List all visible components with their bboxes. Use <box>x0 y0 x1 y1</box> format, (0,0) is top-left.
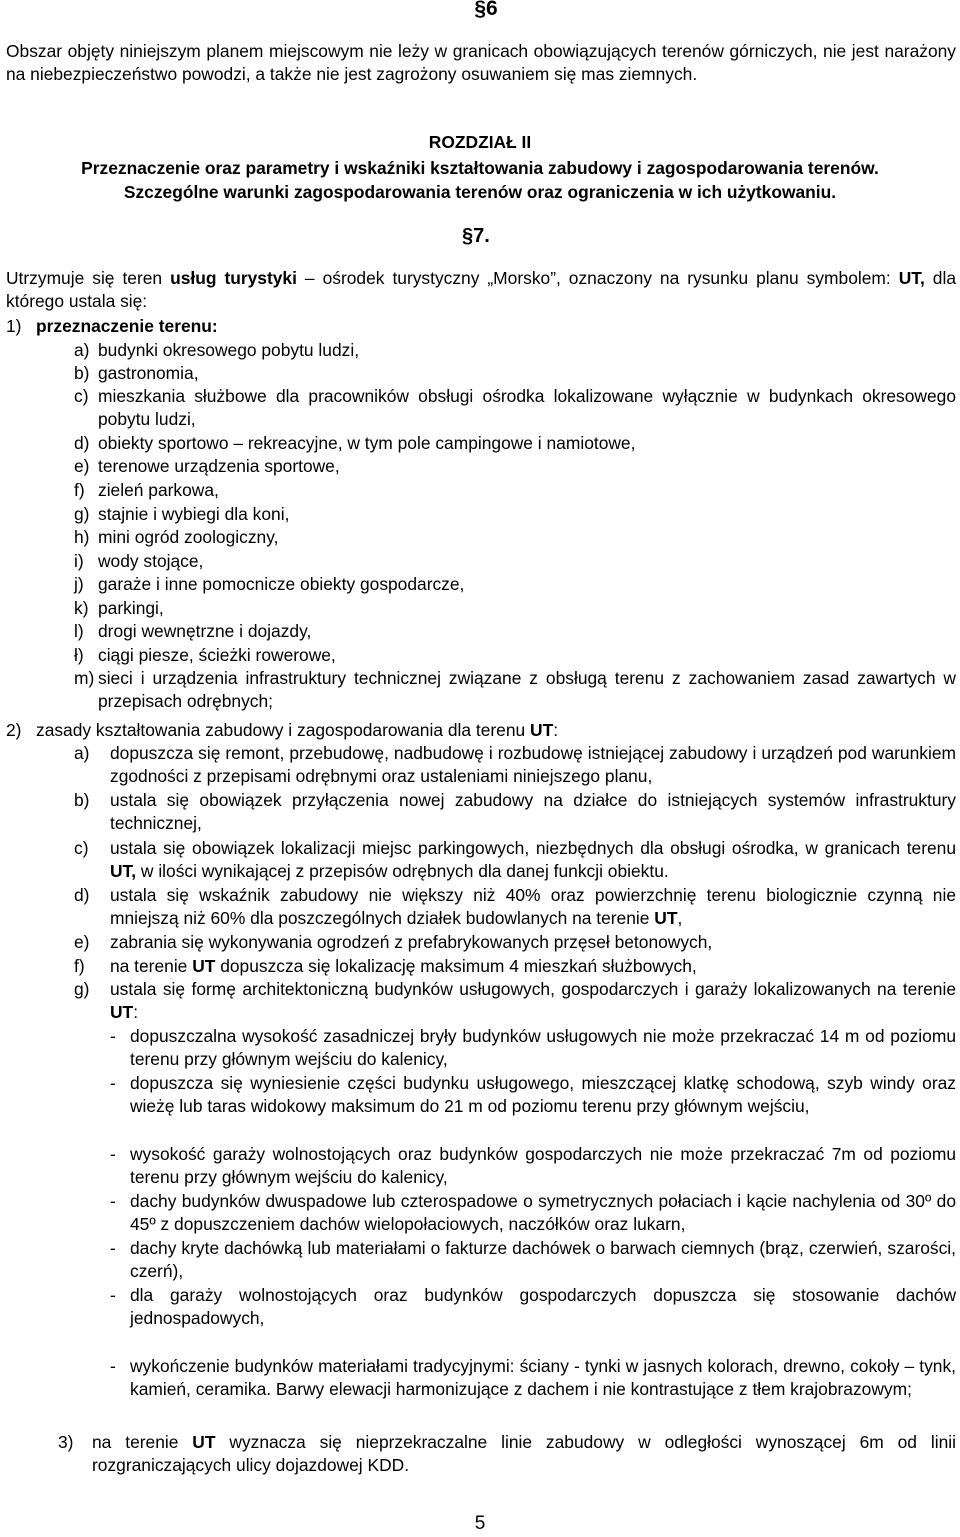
item-1-list-text: gastronomia, <box>98 363 199 383</box>
item-2-list-marker: g) <box>74 979 90 999</box>
item-2-list-text <box>110 978 956 1025</box>
item-1-list-marker: ł) <box>74 645 84 665</box>
item-2-list-text <box>110 884 956 931</box>
item-2-list-marker: b) <box>74 790 90 810</box>
item-2-list-marker: d) <box>74 885 90 905</box>
dash-marker: - <box>110 1073 116 1093</box>
section-6-paragraph: Obszar objęty niniejszym planem miejscowym nie leży w granicach obowiązujących terenów górniczych, nie jest narażony na niebezpieczeństwo powodzi, a także nie jest zagrożony osuwaniem się mas ziemnych. <box>6 41 956 85</box>
item-1-list-marker: m) <box>74 668 95 688</box>
item-1-list-text: sieci i urządzenia infrastruktury technicznej związane z obsługą terenu z zachowaniem zasad zawartych w przepisach odrębnych; <box>98 668 956 712</box>
chapter-subtitle-2: Szczególne warunki zagospodarowania terenów oraz ograniczenia w ich użytkowaniu. <box>123 182 837 202</box>
item-1-list-marker: l) <box>74 621 84 641</box>
item-2-list-marker: f) <box>74 956 85 976</box>
item-1-list-marker: i) <box>74 551 84 571</box>
item-2-list-text <box>110 955 956 978</box>
item-1-list-text: drogi wewnętrzne i dojazdy, <box>98 621 312 641</box>
item-2-list-marker: c) <box>74 838 89 858</box>
item-2-text-part: , <box>677 908 683 929</box>
dash-item: dopuszczalna wysokość zasadniczej bryły budynków usługowych nie może przekraczać 14 m od poziomu terenu przy głównym wejściu do kalenicy, <box>130 1026 956 1070</box>
item-1-list-text: zieleń parkowa, <box>98 480 219 500</box>
item-2-symbol: UT <box>110 1002 134 1023</box>
item-1-list-text: wody stojące, <box>98 551 204 571</box>
dash-item: dachy budynków dwuspadowe lub czterospadowe o symetrycznych połaciach i kącie nachylenia od 30º do 45º z dopuszczeniem dachów wielopołaciowych, naczółków oraz lukarn, <box>130 1191 956 1235</box>
item-1-list-text: mieszkania służbowe dla pracowników obsługi ośrodka lokalizowane wyłącznie w budynkach okresowego pobytu ludzi, <box>98 386 956 430</box>
item-1-title: przeznaczenie terenu: <box>36 316 218 336</box>
item-3-text: na terenie UT wyznacza się nieprzekraczalne linie zabudowy w odległości wynoszącej 6m od linii rozgraniczających ulicy dojazdowej KDD. <box>92 1432 956 1476</box>
item-2-symbol: UT, <box>110 861 137 882</box>
item-1-list-text: garaże i inne pomocnicze obiekty gospodarcze, <box>98 574 465 594</box>
item-2-list-marker: a) <box>74 743 90 763</box>
item-1-list-text: obiekty sportowo – rekreacyjne, w tym pole campingowe i namiotowe, <box>98 433 636 453</box>
item-1-list-text: terenowe urządzenia sportowe, <box>98 456 340 476</box>
item-1-list-marker: e) <box>74 456 90 476</box>
item-2-text-part: : <box>133 1002 139 1023</box>
item-1-list-text: mini ogród zoologiczny, <box>98 527 279 547</box>
dash-item: dopuszcza się wyniesienie części budynku usługowego, mieszczącej klatkę schodową, szyb windy oraz wieżę lub taras widokowy maksimum do 21 m od poziomu terenu przy głównym wejściu, <box>130 1073 956 1117</box>
item-2-text-part: na terenie <box>110 956 193 976</box>
section-7-intro: Utrzymuje się teren usług turystyki – ośrodek turystyczny „Morsko”, oznaczony na rysunku planu symbolem: UT, dla którego ustala się: <box>6 268 957 312</box>
item-1-list-marker: j) <box>74 574 84 594</box>
item-2-list-text: ustala się obowiązek przyłączenia nowej zabudowy na działce do istniejących systemów infrastruktury technicznej, <box>110 790 956 834</box>
item-2-symbol: UT <box>654 908 678 929</box>
item-2-list-text: zabrania się wykonywania ogrodzeń z prefabrykowanych przęseł betonowych, <box>110 932 713 952</box>
dash-marker: - <box>110 1144 116 1164</box>
dash-marker: - <box>110 1191 116 1211</box>
item-1-list-marker: h) <box>74 527 90 547</box>
item-2-text-part: dopuszcza się lokalizację maksimum 4 mieszkań służbowych, <box>215 956 697 976</box>
item-2-list-marker: e) <box>74 932 90 952</box>
dash-item: dachy kryte dachówką lub materiałami o fakturze dachówek o barwach ciemnych (brąz, czerwień, szarości, czerń), <box>130 1238 956 1282</box>
dash-marker: - <box>110 1285 116 1305</box>
item-1-list-text: parkingi, <box>98 598 164 618</box>
item-3-number: 3) <box>58 1432 74 1452</box>
dash-item: wykończenie budynków materiałami tradycyjnymi: ściany - tynki w jasnych kolorach, drewno, cokoły – tynk, kamień, ceramika. Barwy elewacji harmonizujące z dachem i nie kontrastujące z tłem krajobrazowym; <box>130 1356 956 1400</box>
dash-item: dla garaży wolnostojących oraz budynków gospodarczych dopuszcza się stosowanie dachów jednospadowych, <box>130 1285 956 1329</box>
item-1-list-marker: a) <box>74 340 90 360</box>
item-1-number: 1) <box>6 316 22 336</box>
item-2-title: zasady kształtowania zabudowy i zagospodarowania dla terenu UT: <box>36 720 559 740</box>
item-1-list-marker: k) <box>74 598 89 618</box>
item-2-text-part: ustala się obowiązek lokalizacji miejsc parkingowych, niezbędnych dla obsługi ośrodka, w granicach terenu <box>110 838 956 858</box>
dash-marker: - <box>110 1356 116 1376</box>
page-number: 5 <box>474 1513 486 1534</box>
item-1-list-text: stajnie i wybiegi dla koni, <box>98 504 290 524</box>
item-2-text-part: w ilości wynikającej z przepisów odrębnych dla danej funkcji obiektu. <box>136 861 669 882</box>
item-2-symbol: UT <box>192 956 216 976</box>
item-2-list-text <box>110 837 956 884</box>
dash-marker: - <box>110 1238 116 1258</box>
item-1-list-marker: d) <box>74 433 90 453</box>
section-7-heading: §7. <box>462 225 490 247</box>
item-1-list-marker: c) <box>74 386 89 406</box>
dash-marker: - <box>110 1026 116 1046</box>
dash-item: wysokość garaży wolnostojących oraz budynków gospodarczych nie może przekraczać 7m od poziomu terenu przy głównym wejściu do kalenicy, <box>130 1144 956 1188</box>
item-1-list-marker: g) <box>74 504 90 524</box>
item-2-text-part: ustala się wskaźnik zabudowy nie większy niż 40% oraz powierzchnię terenu biologicznie czynną nie mniejszą niż 60% dla poszczególnych działek budowlanych na terenie <box>110 885 956 929</box>
item-2-number: 2) <box>6 720 22 740</box>
chapter-title: ROZDZIAŁ II <box>428 132 532 152</box>
item-2-list-text: dopuszcza się remont, przebudowę, nadbudowę i rozbudowę istniejącej zabudowy i urządzeń pod warunkiem zgodności z przepisami odrębnymi oraz ustaleniami niniejszego planu, <box>110 743 956 787</box>
section-6-heading: §6 <box>474 0 498 20</box>
item-2-text-part: ustala się formę architektoniczną budynków usługowych, gospodarczych i garaży lokalizowanych na terenie <box>110 979 956 999</box>
item-1-list-text: ciągi piesze, ścieżki rowerowe, <box>98 645 336 665</box>
chapter-subtitle-1: Przeznaczenie oraz parametry i wskaźniki kształtowania zabudowy i zagospodarowania terenów. <box>81 158 879 178</box>
item-1-list-marker: b) <box>74 363 90 383</box>
item-1-list-marker: f) <box>74 480 85 500</box>
item-1-list-text: budynki okresowego pobytu ludzi, <box>98 340 360 360</box>
